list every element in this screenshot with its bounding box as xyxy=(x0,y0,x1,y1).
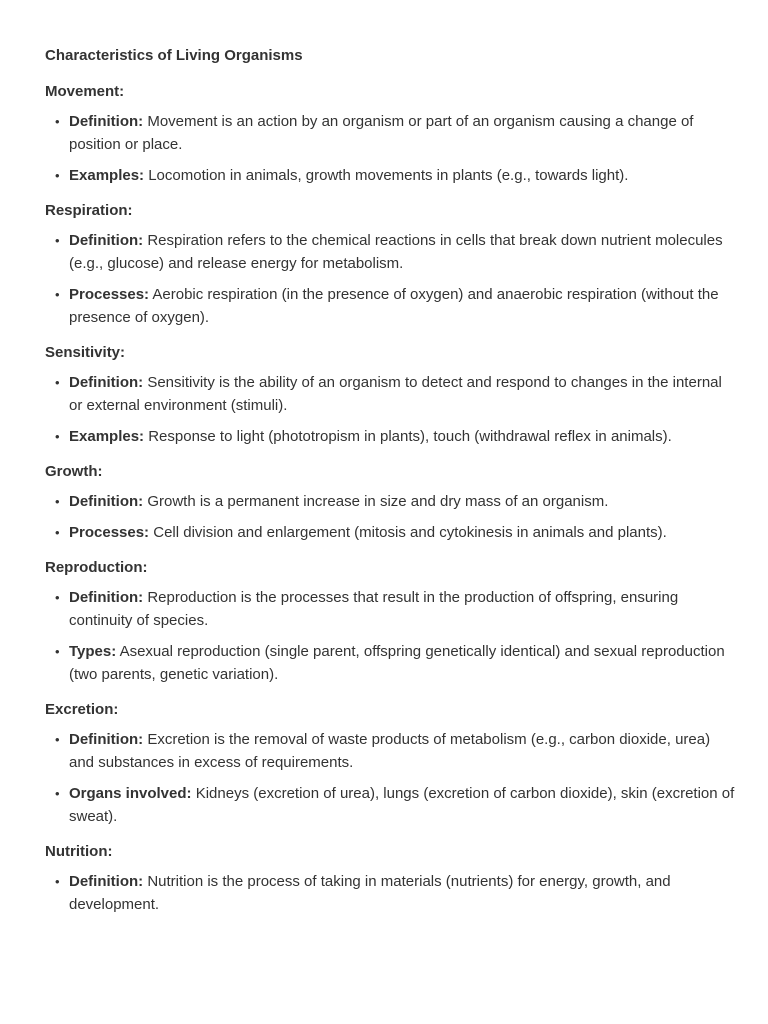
list-item xyxy=(45,586,735,632)
list-item xyxy=(45,490,735,513)
bullet-icon: • xyxy=(55,494,60,509)
list-item xyxy=(45,164,735,187)
section-movement xyxy=(45,81,735,187)
section-heading: Respiration: xyxy=(45,202,133,219)
section-heading: Reproduction: xyxy=(45,559,148,576)
list-item xyxy=(45,425,735,448)
section-growth xyxy=(45,461,735,544)
item-text: Movement is an action by an organism or part of an organism causing a change of position or place. xyxy=(69,113,694,153)
item-term: Organs involved: xyxy=(69,785,192,802)
section-excretion xyxy=(45,699,735,828)
item-term: Types: xyxy=(69,643,117,660)
bullet-icon: • xyxy=(55,525,60,540)
item-text: Excretion is the removal of waste products of metabolism (e.g., carbon dioxide, urea) and substances in excess of requirements. xyxy=(69,731,711,771)
section-nutrition xyxy=(45,841,735,916)
list-item xyxy=(45,782,735,828)
bullet-icon: • xyxy=(55,874,60,889)
section-heading: Excretion: xyxy=(45,701,119,718)
list-item xyxy=(45,728,735,774)
section-heading: Nutrition: xyxy=(45,843,113,860)
bullet-list xyxy=(45,586,735,686)
bullet-list xyxy=(45,728,735,828)
bullet-icon: • xyxy=(55,786,60,801)
section-sensitivity xyxy=(45,342,735,448)
bullet-list xyxy=(45,490,735,544)
section-heading: Movement: xyxy=(45,83,125,100)
item-term: Definition: xyxy=(69,589,144,606)
item-term: Definition: xyxy=(69,232,144,249)
bullet-icon: • xyxy=(55,732,60,747)
section-heading: Growth: xyxy=(45,463,103,480)
bullet-icon: • xyxy=(55,375,60,390)
section-heading: Sensitivity: xyxy=(45,344,126,361)
item-text: Respiration refers to the chemical reactions in cells that break down nutrient molecules (e.g., glucose) and release energy for metabolism. xyxy=(69,232,723,272)
bullet-icon: • xyxy=(55,114,60,129)
item-term: Definition: xyxy=(69,493,144,510)
list-item xyxy=(45,640,735,686)
bullet-icon: • xyxy=(55,233,60,248)
item-term: Examples: xyxy=(69,428,145,445)
item-text: Kidneys (excretion of urea), lungs (excretion of carbon dioxide), skin (excretion of sweat). xyxy=(69,785,735,825)
bullet-icon: • xyxy=(55,644,60,659)
document-title: Characteristics of Living Organisms xyxy=(45,47,303,64)
bullet-icon: • xyxy=(55,429,60,444)
bullet-icon: • xyxy=(55,168,60,183)
bullet-icon: • xyxy=(55,590,60,605)
item-term: Examples: xyxy=(69,167,145,184)
section-respiration xyxy=(45,200,735,329)
list-item xyxy=(45,110,735,156)
item-text: Asexual reproduction (single parent, offspring genetically identical) and sexual reproduction (two parents, genetic variation). xyxy=(69,643,725,683)
list-item xyxy=(45,283,735,329)
bullet-list xyxy=(45,870,735,916)
item-text: Response to light (phototropism in plants), touch (withdrawal reflex in animals). xyxy=(148,428,672,445)
item-term: Definition: xyxy=(69,731,144,748)
document-body xyxy=(45,45,735,929)
item-text: Nutrition is the process of taking in materials (nutrients) for energy, growth, and development. xyxy=(69,873,671,913)
item-text: Reproduction is the processes that result in the production of offspring, ensuring continuity of species. xyxy=(69,589,679,629)
item-text: Sensitivity is the ability of an organism to detect and respond to changes in the internal or external environment (stimuli). xyxy=(69,374,722,414)
item-term: Definition: xyxy=(69,873,144,890)
bullet-icon: • xyxy=(55,287,60,302)
section-reproduction xyxy=(45,557,735,686)
item-text: Growth is a permanent increase in size and dry mass of an organism. xyxy=(147,493,609,510)
item-term: Processes: xyxy=(69,286,150,303)
list-item xyxy=(45,371,735,417)
list-item xyxy=(45,229,735,275)
item-term: Processes: xyxy=(69,524,150,541)
bullet-list xyxy=(45,371,735,448)
bullet-list xyxy=(45,110,735,187)
item-text: Locomotion in animals, growth movements in plants (e.g., towards light). xyxy=(148,167,629,184)
item-term: Definition: xyxy=(69,374,144,391)
bullet-list xyxy=(45,229,735,329)
list-item xyxy=(45,870,735,916)
list-item xyxy=(45,521,735,544)
item-term: Definition: xyxy=(69,113,144,130)
item-text: Cell division and enlargement (mitosis and cytokinesis in animals and plants). xyxy=(153,524,667,541)
item-text: Aerobic respiration (in the presence of oxygen) and anaerobic respiration (without the presence of oxygen). xyxy=(69,286,719,326)
